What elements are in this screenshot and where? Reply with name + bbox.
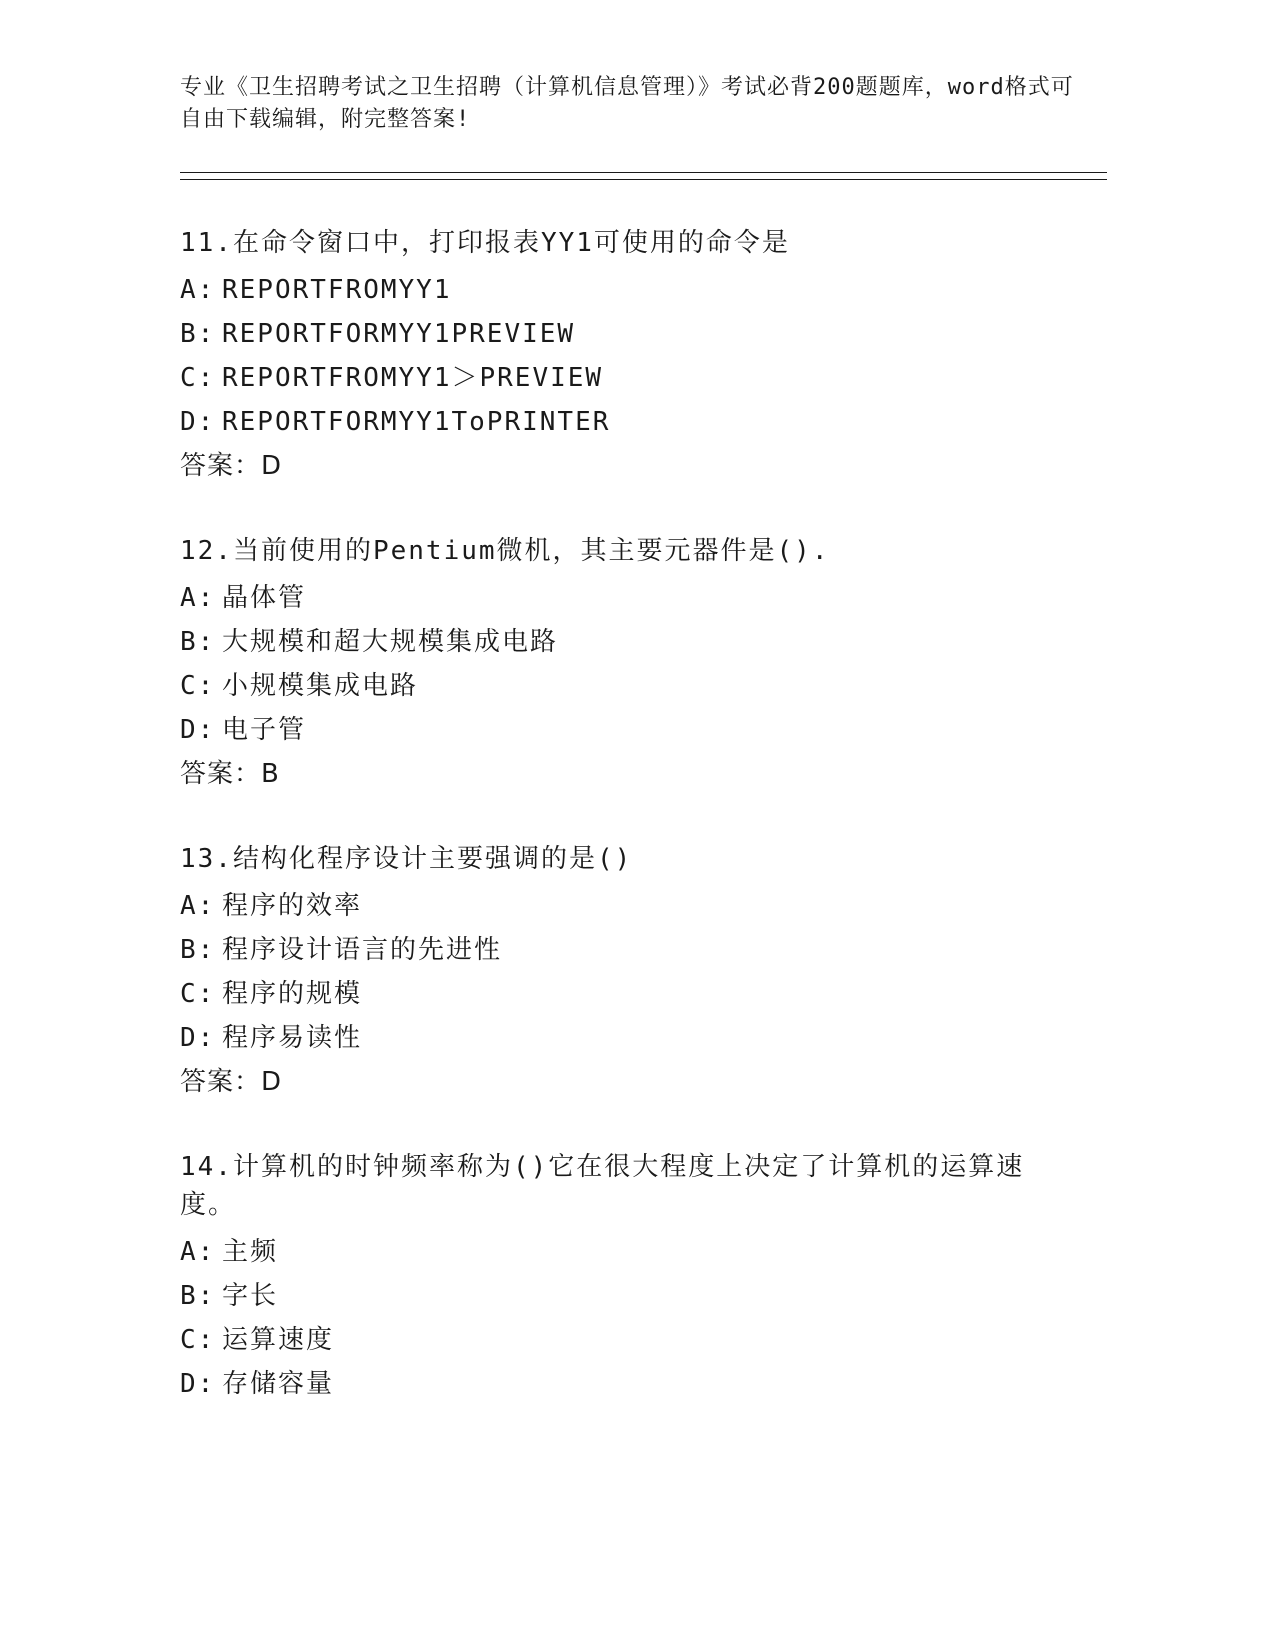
option-d xyxy=(180,708,1080,752)
answer-line: 答案：D xyxy=(180,451,283,481)
option-d xyxy=(180,1016,1080,1060)
option-text: 程序的效率 xyxy=(222,891,363,921)
option-text: 电子管 xyxy=(222,715,307,745)
option-d xyxy=(180,400,1080,444)
option-letter: B: xyxy=(180,1281,216,1311)
option-letter: D: xyxy=(180,407,216,437)
document-header: 专业《卫生招聘考试之卫生招聘（计算机信息管理）》考试必背200题题库，word格式可自由下载编辑，附完整答案! xyxy=(180,75,1074,132)
option-letter: B: xyxy=(180,935,216,965)
option-letter: C: xyxy=(180,671,216,701)
option-text: 程序易读性 xyxy=(222,1023,363,1053)
option-c xyxy=(180,1318,1080,1362)
question-list xyxy=(180,224,1080,1450)
option-b xyxy=(180,928,1080,972)
option-c xyxy=(180,356,1080,400)
option-b xyxy=(180,1274,1080,1318)
option-letter: B: xyxy=(180,627,216,657)
question-item xyxy=(180,840,1080,1104)
option-b xyxy=(180,620,1080,664)
option-text: 晶体管 xyxy=(222,583,307,613)
option-letter: C: xyxy=(180,979,216,1009)
question-stem: 13.结构化程序设计主要强调的是() xyxy=(180,844,633,874)
option-text: 程序设计语言的先进性 xyxy=(222,935,503,965)
option-a xyxy=(180,268,1080,312)
option-letter: A: xyxy=(180,891,216,921)
option-c xyxy=(180,664,1080,708)
option-letter: C: xyxy=(180,1325,216,1355)
option-b xyxy=(180,312,1080,356)
option-text: 程序的规模 xyxy=(222,979,363,1009)
option-letter: D: xyxy=(180,1023,216,1053)
option-a xyxy=(180,576,1080,620)
answer-line: 答案：D xyxy=(180,1067,283,1097)
option-letter: A: xyxy=(180,1237,216,1267)
question-stem: 11.在命令窗口中，打印报表YY1可使用的命令是 xyxy=(180,228,790,258)
option-text: 字长 xyxy=(222,1281,279,1311)
option-letter: D: xyxy=(180,715,216,745)
answer-line: 答案：B xyxy=(180,759,280,789)
option-text: 主频 xyxy=(222,1237,279,1267)
option-text: REPORTFORMYY1ToPRINTER xyxy=(222,407,611,437)
option-text: REPORTFROMYY1 xyxy=(222,275,452,305)
option-letter: A: xyxy=(180,583,216,613)
header-divider xyxy=(180,172,1107,180)
option-text: 小规模集成电路 xyxy=(222,671,419,701)
question-stem: 14.计算机的时钟频率称为()它在很大程度上决定了计算机的运算速度。 xyxy=(180,1152,1025,1220)
option-a xyxy=(180,1230,1080,1274)
option-text: 存储容量 xyxy=(222,1369,335,1399)
option-a xyxy=(180,884,1080,928)
option-text: 运算速度 xyxy=(222,1325,335,1355)
option-text: REPORTFROMYY1＞PREVIEW xyxy=(222,363,604,393)
question-item xyxy=(180,224,1080,488)
option-c xyxy=(180,972,1080,1016)
option-text: REPORTFORMYY1PREVIEW xyxy=(222,319,576,349)
question-stem: 12.当前使用的Pentium微机，其主要元器件是(). xyxy=(180,536,830,566)
option-text: 大规模和超大规模集成电路 xyxy=(222,627,559,657)
option-d xyxy=(180,1362,1080,1406)
question-item xyxy=(180,1148,1080,1406)
option-letter: A: xyxy=(180,275,216,305)
option-letter: B: xyxy=(180,319,216,349)
question-item xyxy=(180,532,1080,796)
option-letter: C: xyxy=(180,363,216,393)
option-letter: D: xyxy=(180,1369,216,1399)
